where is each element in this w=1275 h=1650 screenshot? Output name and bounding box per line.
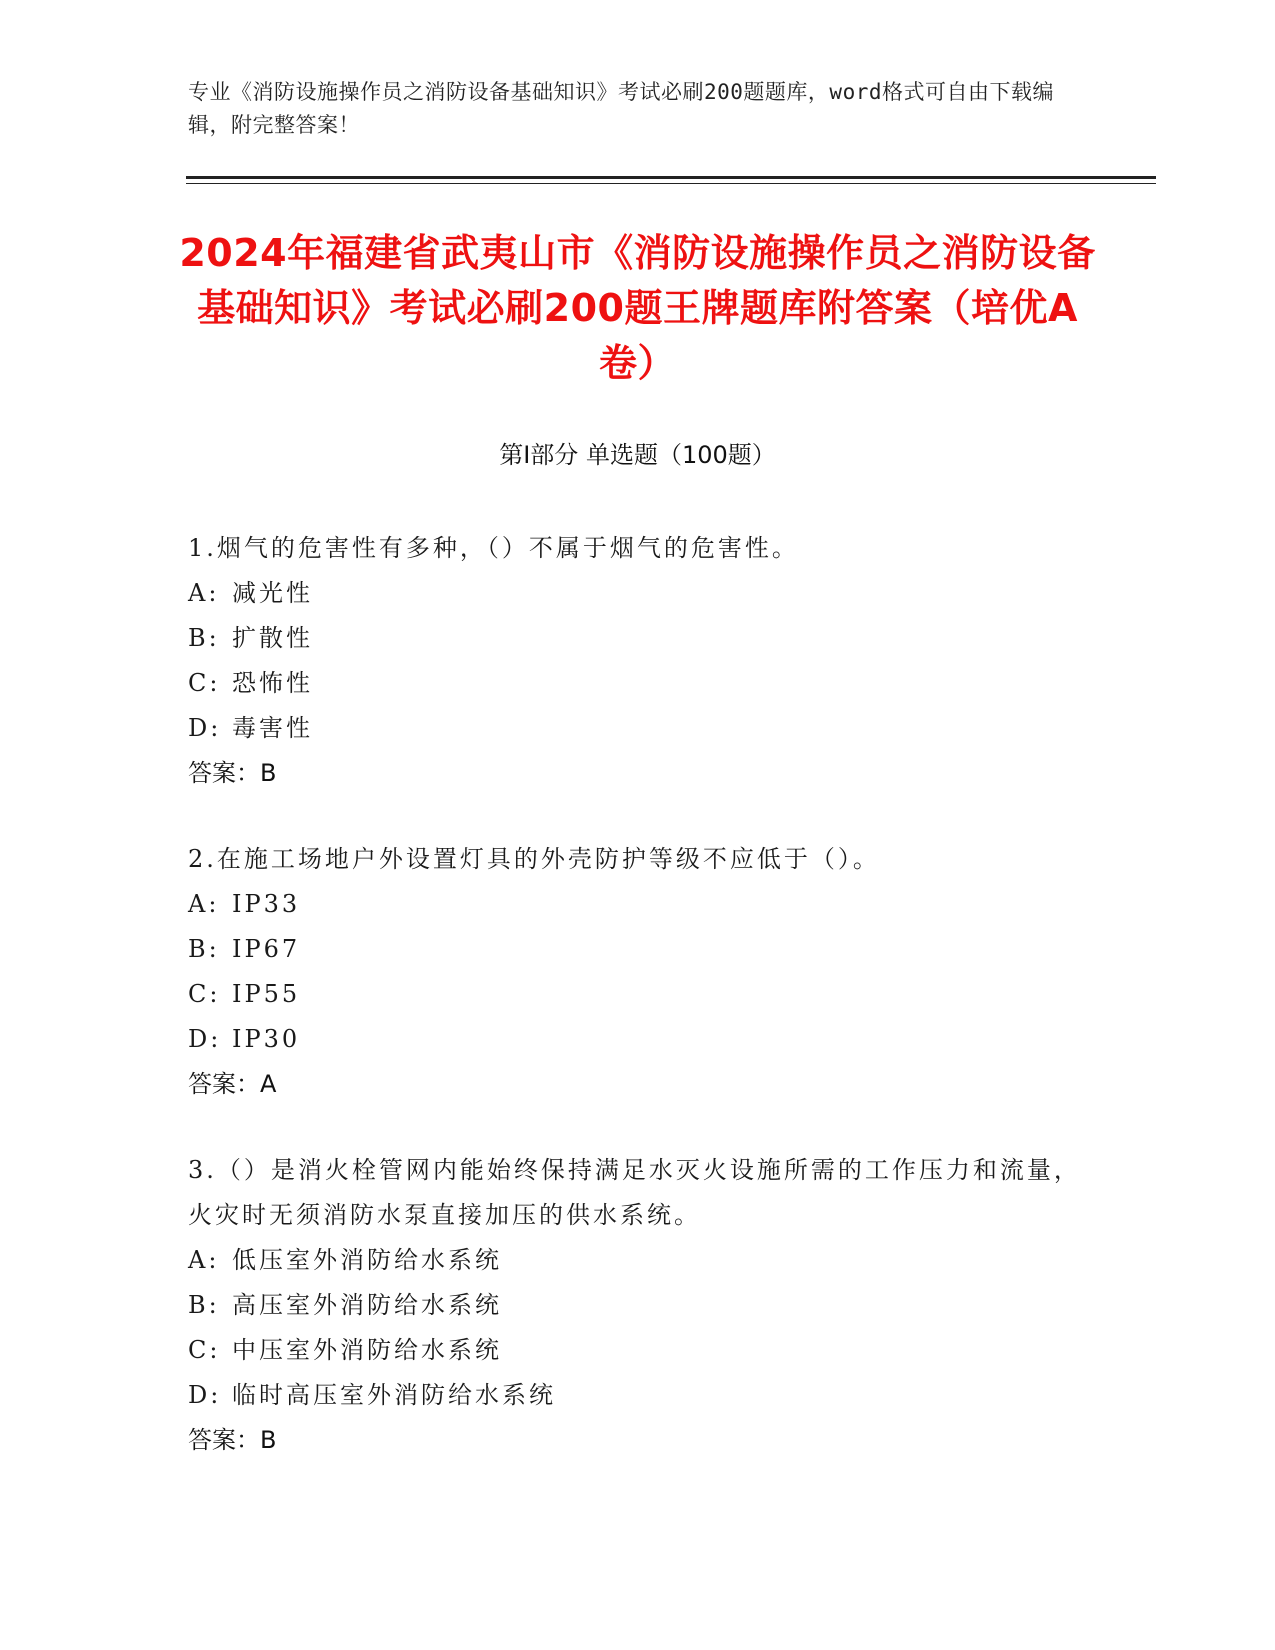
option-b bbox=[188, 616, 1088, 661]
option-c bbox=[188, 1328, 1088, 1373]
option-text: 减光性 bbox=[232, 579, 313, 607]
section-title: 第I部分 单选题（100题） bbox=[499, 441, 776, 469]
option-key: D: bbox=[188, 1025, 222, 1053]
option-d bbox=[188, 706, 1088, 751]
question-1 bbox=[188, 526, 1088, 796]
option-text: 高压室外消防给水系统 bbox=[232, 1291, 502, 1319]
option-key: A: bbox=[188, 1246, 220, 1274]
option-key: C: bbox=[188, 669, 221, 697]
option-text: IP55 bbox=[232, 980, 301, 1008]
question-stem: 2.在施工场地户外设置灯具的外壳防护等级不应低于（）。 bbox=[188, 845, 880, 873]
option-text: IP30 bbox=[232, 1025, 301, 1053]
option-text: 低压室外消防给水系统 bbox=[232, 1246, 502, 1274]
option-a bbox=[188, 1238, 1088, 1283]
option-text: IP67 bbox=[232, 935, 301, 963]
option-a bbox=[188, 571, 1088, 616]
option-key: A: bbox=[188, 579, 220, 607]
option-text: 毒害性 bbox=[232, 714, 313, 742]
question-3 bbox=[188, 1148, 1088, 1463]
option-key: B: bbox=[188, 624, 220, 652]
option-text: 恐怖性 bbox=[232, 669, 313, 697]
option-a bbox=[188, 882, 1088, 927]
option-text: 扩散性 bbox=[232, 624, 313, 652]
header-divider-thick bbox=[186, 176, 1156, 179]
option-b bbox=[188, 927, 1088, 972]
option-key: A: bbox=[188, 890, 220, 918]
option-b bbox=[188, 1283, 1088, 1328]
option-d bbox=[188, 1373, 1088, 1418]
option-key: C: bbox=[188, 980, 221, 1008]
answer-line: 答案：A bbox=[188, 1070, 277, 1098]
option-key: B: bbox=[188, 935, 220, 963]
document-title: 2024年福建省武夷山市《消防设施操作员之消防设备基础知识》考试必刷200题王牌题库附答案（培优A卷） bbox=[179, 231, 1096, 385]
option-key: D: bbox=[188, 714, 222, 742]
answer-line: 答案：B bbox=[188, 759, 277, 787]
option-text: 中压室外消防给水系统 bbox=[232, 1336, 502, 1364]
option-d bbox=[188, 1017, 1088, 1062]
header-note: 专业《消防设施操作员之消防设备基础知识》考试必刷200题题库，word格式可自由下载编辑，附完整答案！ bbox=[188, 80, 1054, 137]
option-key: B: bbox=[188, 1291, 220, 1319]
question-stem: 3.（）是消火栓管网内能始终保持满足水灭火设施所需的工作压力和流量，火灾时无须消防水泵直接加压的供水系统。 bbox=[188, 1156, 1081, 1229]
option-c bbox=[188, 972, 1088, 1017]
header-divider-thin bbox=[186, 183, 1156, 184]
option-text: 临时高压室外消防给水系统 bbox=[232, 1381, 556, 1409]
option-text: IP33 bbox=[232, 890, 301, 918]
question-list bbox=[188, 526, 1088, 1504]
question-2 bbox=[188, 837, 1088, 1107]
option-key: D: bbox=[188, 1381, 222, 1409]
answer-line: 答案：B bbox=[188, 1426, 277, 1454]
option-key: C: bbox=[188, 1336, 221, 1364]
question-stem: 1.烟气的危害性有多种，（）不属于烟气的危害性。 bbox=[188, 534, 799, 562]
option-c bbox=[188, 661, 1088, 706]
